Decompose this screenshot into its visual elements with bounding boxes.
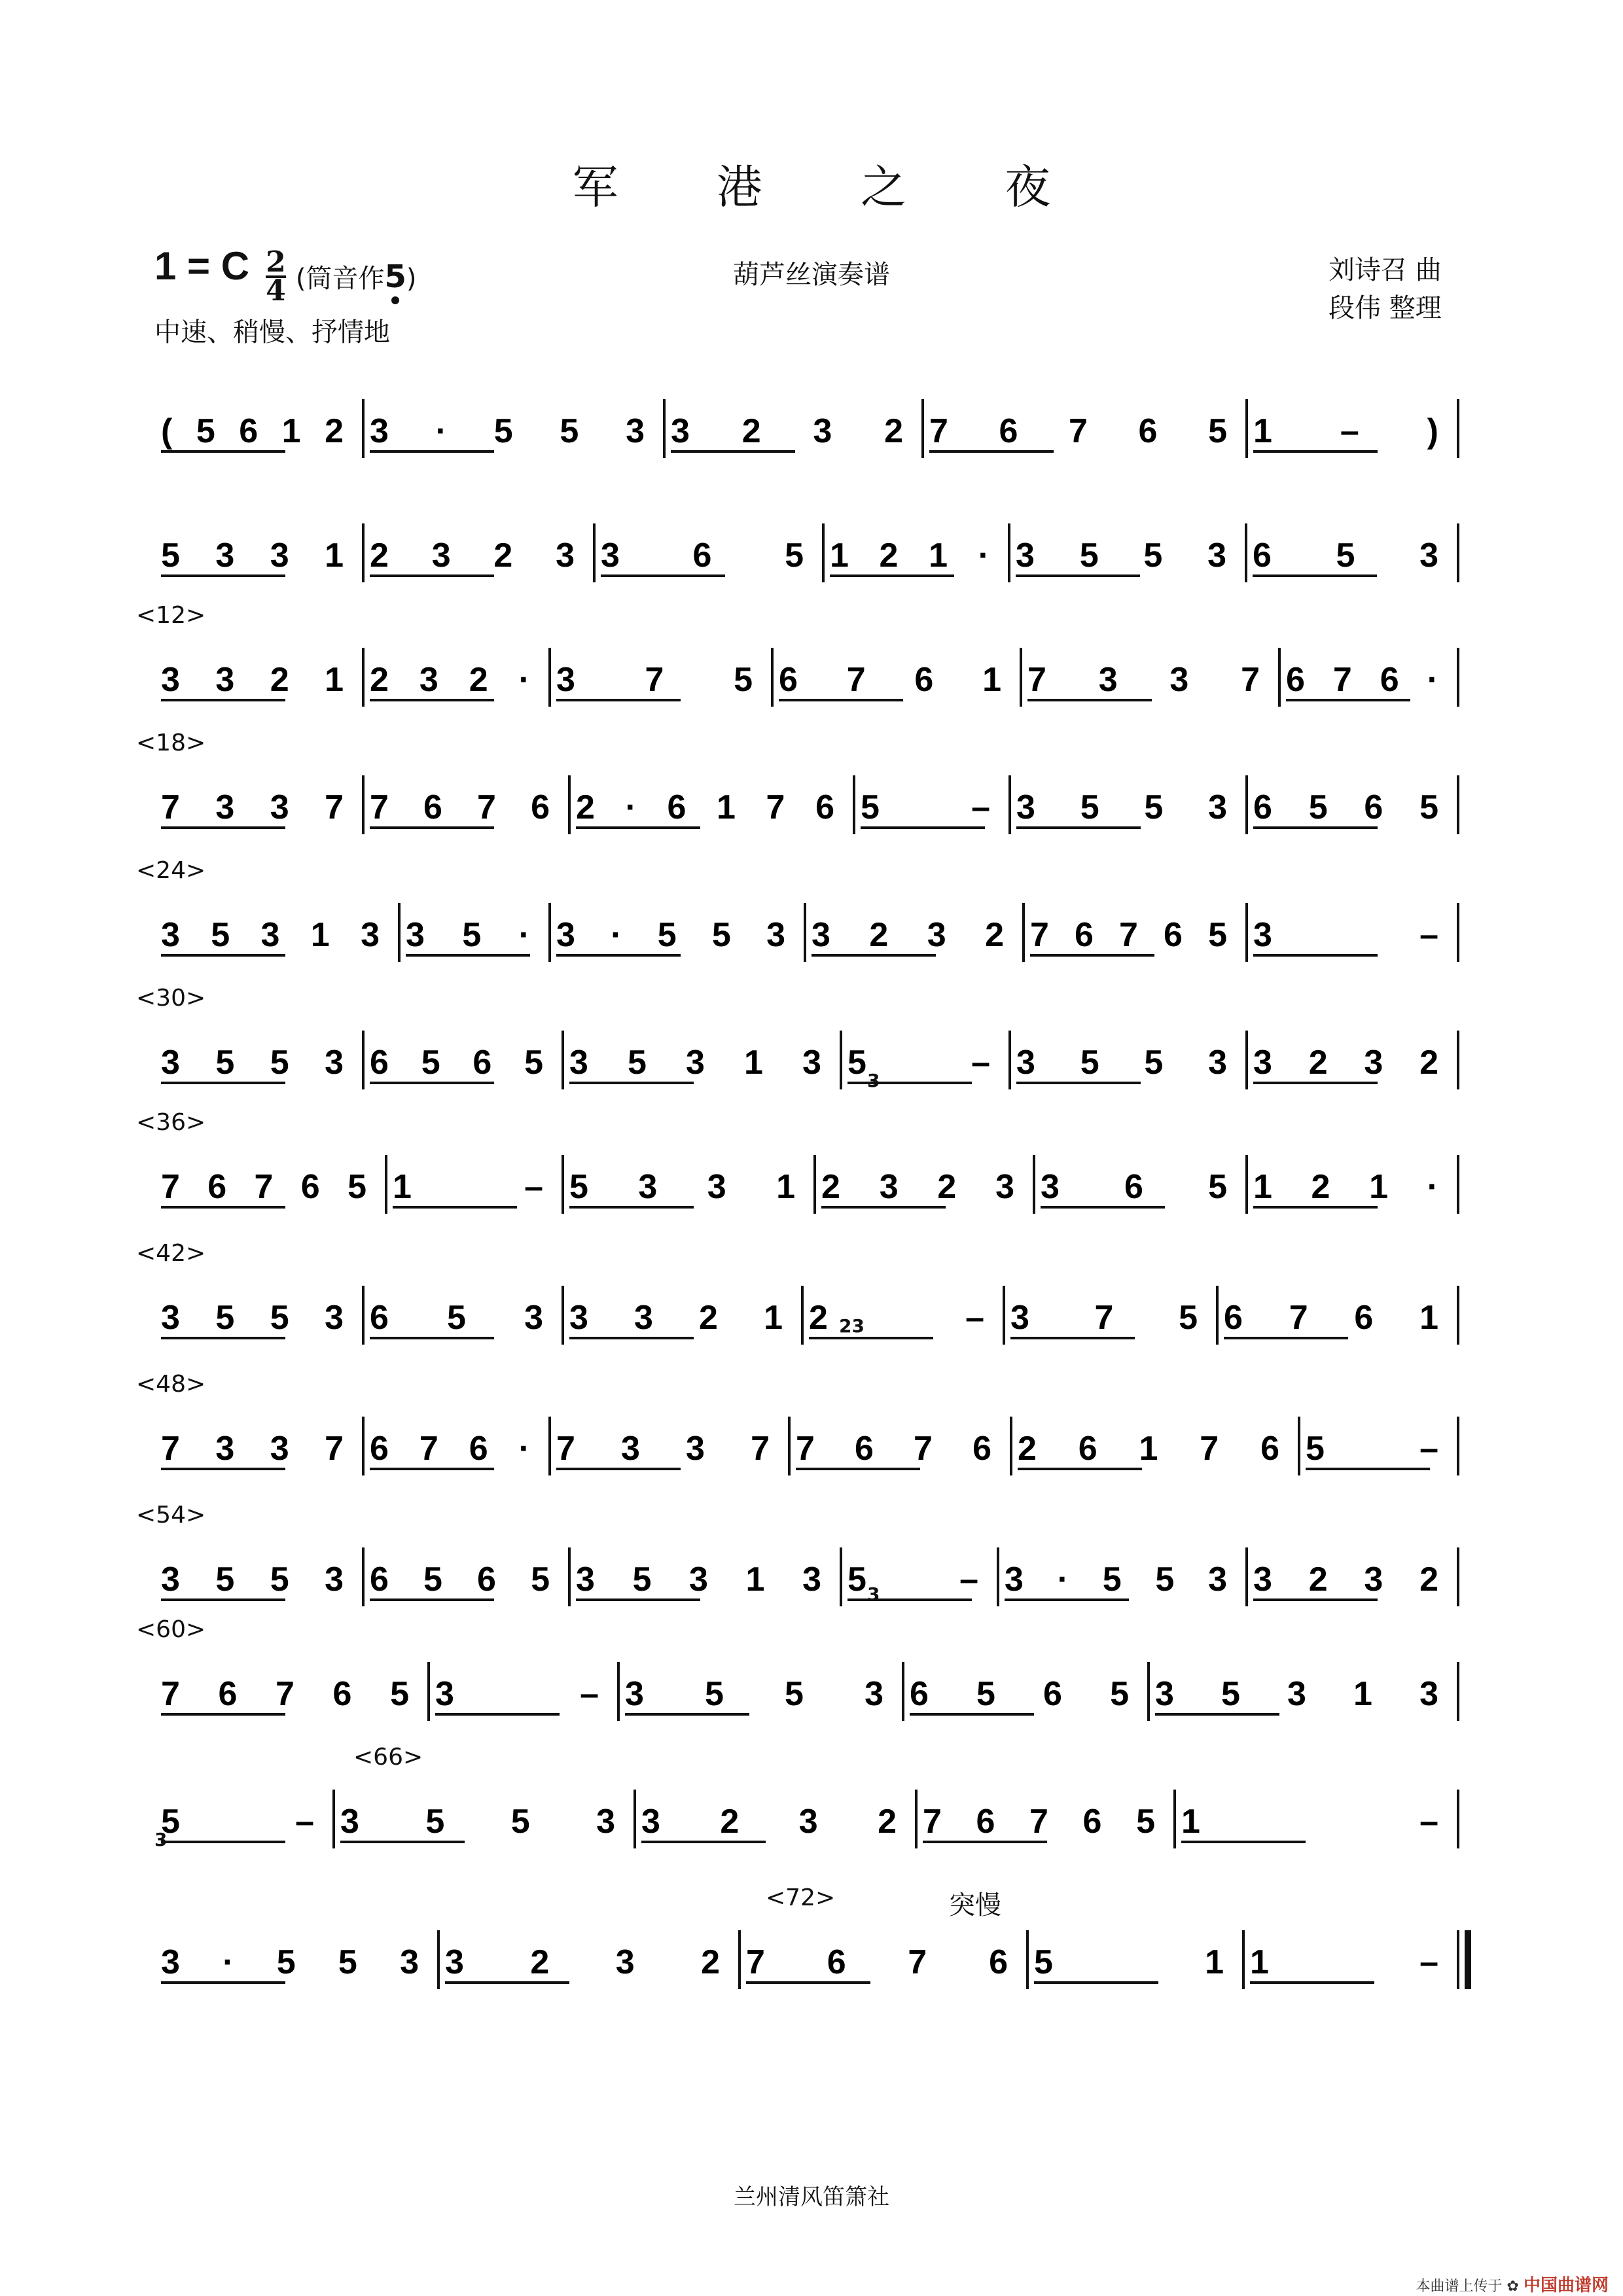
measure: 3 5 3 1 3 (161, 916, 380, 954)
measure: 6 5 6 5 (1253, 788, 1438, 826)
measure-number: <18> (136, 730, 206, 756)
measure: 3 3 2 1 (161, 661, 344, 699)
measure: 3 5 5 3 (625, 1675, 883, 1713)
time-signature-top: 2 (266, 245, 286, 279)
score-row (0, 1371, 1623, 1482)
measure: 7 6 7 6 5 (929, 412, 1227, 450)
footer-text: 本曲谱上传于 (1416, 2278, 1503, 2295)
measure: 3 – (1253, 916, 1438, 954)
measure: 1 2 1 · (1253, 1168, 1438, 1206)
measure: 7 6 7 6 5 (1030, 916, 1227, 954)
measure: 7 3 3 7 (161, 1430, 344, 1468)
footer-credit (1416, 2272, 1609, 2296)
page-title: 军 港 之 夜 (572, 160, 1093, 214)
measure: 7 6 7 6 (796, 1430, 991, 1468)
measure: 1 – (1181, 1803, 1438, 1841)
measure: 6 5 3 (370, 1299, 543, 1337)
brand-logo-icon: ✿ (1507, 2278, 1519, 2295)
measure: 3 5 5 3 (1016, 788, 1227, 826)
measure: 7 6 7 6 5 (161, 1675, 409, 1713)
measure-number: <36> (136, 1109, 206, 1136)
measure: 5 – (847, 1561, 978, 1598)
measure: 7 3 3 7 (161, 788, 344, 826)
footer-brand: 中国曲谱网 (1523, 2276, 1609, 2295)
grace-note: 23 (839, 1315, 865, 1337)
measure: 3 · 5 5 3 (556, 916, 785, 954)
arranger: 段伟 整理 (1329, 293, 1442, 323)
measure: 5 3 3 1 (569, 1168, 795, 1206)
grace-note: 3 (867, 1070, 880, 1091)
measure: 3 2 3 2 (671, 412, 903, 450)
measure: 6 5 6 5 (370, 1561, 550, 1598)
measure-number: <24> (136, 857, 206, 884)
measure-number: <60> (136, 1616, 206, 1643)
measure: 2 3 2 3 (821, 1168, 1014, 1206)
measure: 3 5 5 3 (1016, 1044, 1227, 1082)
measure: 3 2 3 2 (445, 1943, 720, 1981)
measure: 5 – (847, 1044, 990, 1082)
time-signature-bottom: 4 (266, 274, 286, 308)
score-row (0, 602, 1623, 713)
subtitle: 葫芦丝演奏谱 (733, 260, 890, 290)
score-row (0, 857, 1623, 968)
measure-number: <72> (766, 1884, 836, 1911)
measure: 3 7 5 (1010, 1299, 1198, 1337)
measure: 6 5 6 5 (910, 1675, 1129, 1713)
score-row (0, 1744, 1623, 1855)
measure: 1 2 1 · (830, 537, 990, 574)
measure-number: <48> (136, 1371, 206, 1398)
measure: 5 – (861, 788, 990, 826)
measure-number: <12> (136, 602, 206, 629)
flute-note: 5 (385, 258, 406, 295)
measure: 3 · 5 5 3 (370, 412, 645, 450)
flute-prefix: (筒音作 (295, 264, 385, 294)
measure-number: <66> (353, 1744, 423, 1771)
measure: 5 3 3 1 (161, 537, 344, 574)
publisher: 兰州清风笛箫社 (734, 2184, 889, 2210)
measure: 3 5 5 3 (161, 1044, 344, 1082)
measure: 3 6 5 (1041, 1168, 1227, 1206)
measure: 3 – (435, 1675, 599, 1713)
measure: ( 5 6 1 2 (161, 412, 344, 450)
measure: 2 3 2 3 (370, 537, 575, 574)
measure: 3 6 5 (601, 537, 804, 574)
measure: 3 5 5 3 (1016, 537, 1226, 574)
measure: 7 6 7 6 5 (923, 1803, 1155, 1841)
measure: 7 6 7 6 5 (161, 1168, 366, 1206)
tempo-change-marking: 突慢 (949, 1890, 1001, 1920)
measure: 6 7 6 1 (1224, 1299, 1438, 1337)
measure: 1 – ) (1253, 412, 1438, 450)
measure: 6 5 3 (1253, 537, 1438, 574)
measure: 6 7 6 1 (779, 661, 1001, 699)
tempo-marking: 中速、稍慢、抒情地 (154, 317, 390, 347)
measure: 3 2 3 2 (1253, 1561, 1438, 1598)
measure: 5 – (1306, 1430, 1438, 1468)
score-row (0, 1502, 1623, 1613)
grace-note: 3 (154, 1829, 168, 1850)
score-row (0, 1109, 1623, 1220)
measure: 6 5 6 5 (370, 1044, 543, 1082)
score-row (0, 730, 1623, 841)
measure: 3 · 5 5 3 (1005, 1561, 1227, 1598)
measure: 7 6 7 6 (746, 1943, 1008, 1981)
measure-number: <54> (136, 1502, 206, 1528)
measure: 3 3 2 1 (569, 1299, 783, 1337)
measure-number: <42> (136, 1240, 206, 1267)
measure: 3 2 3 2 (1253, 1044, 1438, 1082)
measure: 3 · 5 5 3 (161, 1943, 419, 1981)
measure: 2 6 1 7 6 (1018, 1430, 1279, 1468)
score-row (0, 1240, 1623, 1351)
score-row (0, 985, 1623, 1096)
measure: 3 7 5 (556, 661, 753, 699)
key-signature: 1 = C (154, 244, 250, 288)
credits (1329, 251, 1442, 327)
measure: 5 1 (1034, 1943, 1224, 1981)
measure: 3 5 3 1 3 (576, 1561, 821, 1598)
final-bar-line (1465, 1930, 1471, 1989)
measure: 3 5 · (406, 916, 530, 954)
measure: 5 – (161, 1803, 314, 1841)
measure: 6 7 6 · (1286, 661, 1438, 699)
measure-number: <30> (136, 985, 206, 1012)
measure: 7 3 3 7 (1027, 661, 1260, 699)
composer: 刘诗召 曲 (1329, 255, 1442, 285)
measure: 7 3 3 7 (556, 1430, 770, 1468)
measure: 3 2 3 2 (812, 916, 1004, 954)
measure: 7 6 7 6 (370, 788, 550, 826)
measure: 2 3 2 · (370, 661, 530, 699)
score-row (0, 1616, 1623, 1727)
measure: 1 – (1250, 1943, 1438, 1981)
measure: 2 · 6 1 7 6 (576, 788, 834, 826)
measure: 3 5 5 3 (161, 1561, 344, 1598)
measure: 1 – (393, 1168, 543, 1206)
measure: 3 5 3 1 3 (1155, 1675, 1438, 1713)
measure: 6 7 6 · (370, 1430, 530, 1468)
measure: 2 – (809, 1299, 984, 1337)
measure: 3 5 3 1 3 (569, 1044, 821, 1082)
measure: 3 5 5 3 (340, 1803, 615, 1841)
score-row (0, 510, 1623, 589)
grace-note: 3 (867, 1583, 880, 1605)
score-row (0, 386, 1623, 465)
measure: 3 5 5 3 (161, 1299, 344, 1337)
measure: 3 2 3 2 (641, 1803, 897, 1841)
flute-suffix: ) (406, 264, 417, 294)
